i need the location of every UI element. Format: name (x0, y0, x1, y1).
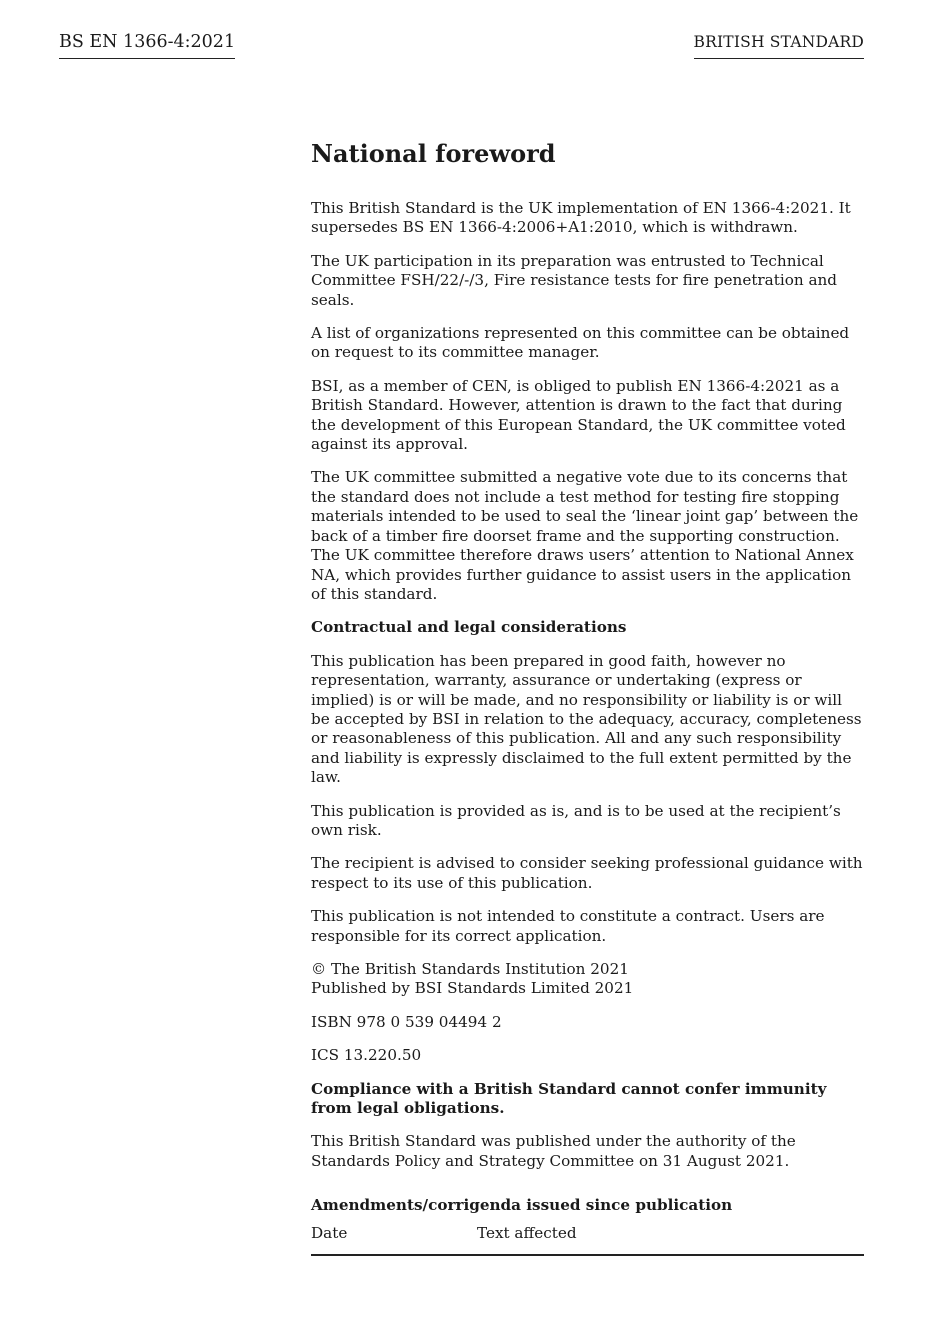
paragraph-authority: This British Standard was published under the authority of the Standards Policy and Strategy Committee on 31 August 2021. (311, 1132, 796, 1170)
paragraph-own-risk: This publication is provided as is, and is to be used at the recipient’s own risk. (311, 801, 841, 839)
ics: ICS 13.220.50 (311, 1046, 422, 1065)
foreword-column (311, 139, 864, 1256)
paragraph-negative-vote: The UK committee submitted a negative vote due to its concerns that the standard does not include a test method for testing fire stopping materials intended to be used to seal the ‘linear joint gap’ between the back of a timber fire doorset frame and the supporting construction. The UK committee therefore draws users’ attention to National Annex NA, which provides further guidance to assist users in the application of this standard. (311, 468, 859, 603)
amendments-text-header: Text affected (477, 1224, 577, 1243)
amendments-date-header: Date (311, 1224, 348, 1243)
paragraph-organizations: A list of organizations represented on this committee can be obtained on request to its committee manager. (311, 324, 850, 362)
amendments-heading: Amendments/corrigenda issued since publication (311, 1196, 733, 1215)
paragraph-cen-obligation: BSI, as a member of CEN, is obliged to publish EN 1366-4:2021 as a British Standard. However, attention is drawn to the fact that during the development of this European Standard, the UK committee voted against its approval. (311, 376, 846, 454)
document-code: BS EN 1366-4:2021 (59, 31, 235, 59)
compliance-notice: Compliance with a British Standard cannot confer immunity from legal obligations. (311, 1079, 827, 1118)
copyright-block (311, 960, 864, 999)
paragraph-guidance: The recipient is advised to consider seeking professional guidance with respect to its use of this publication. (311, 854, 863, 892)
paragraph-implementation: This British Standard is the UK implementation of EN 1366-4:2021. It supersedes BS EN 1366-4:2006+A1:2010, which is withdrawn. (311, 199, 851, 237)
publisher-line: Published by BSI Standards Limited 2021 (311, 979, 634, 998)
page-title: National foreword (311, 139, 556, 168)
copyright-line: © The British Standards Institution 2021 (311, 960, 629, 978)
amendments-table-header (311, 1223, 864, 1256)
paragraph-good-faith: This publication has been prepared in good faith, however no representation, warranty, assurance or undertaking (express or implied) is or will be made, and no responsibility or liability is or will be accepted by BSI in relation to the adequacy, accuracy, completeness or reasonableness of this publication. All and any such responsibility and liability is expressly disclaimed to the full extent permitted by the law. (311, 651, 862, 787)
paragraph-not-contract: This publication is not intended to constitute a contract. Users are responsible for its correct application. (311, 907, 825, 945)
standard-label: BRITISH STANDARD (694, 31, 865, 59)
paragraph-committee: The UK participation in its preparation was entrusted to Technical Committee FSH/22/-/3, Fire resistance tests for fire penetration and seals. (311, 251, 838, 309)
isbn: ISBN 978 0 539 04494 2 (311, 1012, 502, 1031)
contractual-heading: Contractual and legal considerations (311, 618, 627, 637)
